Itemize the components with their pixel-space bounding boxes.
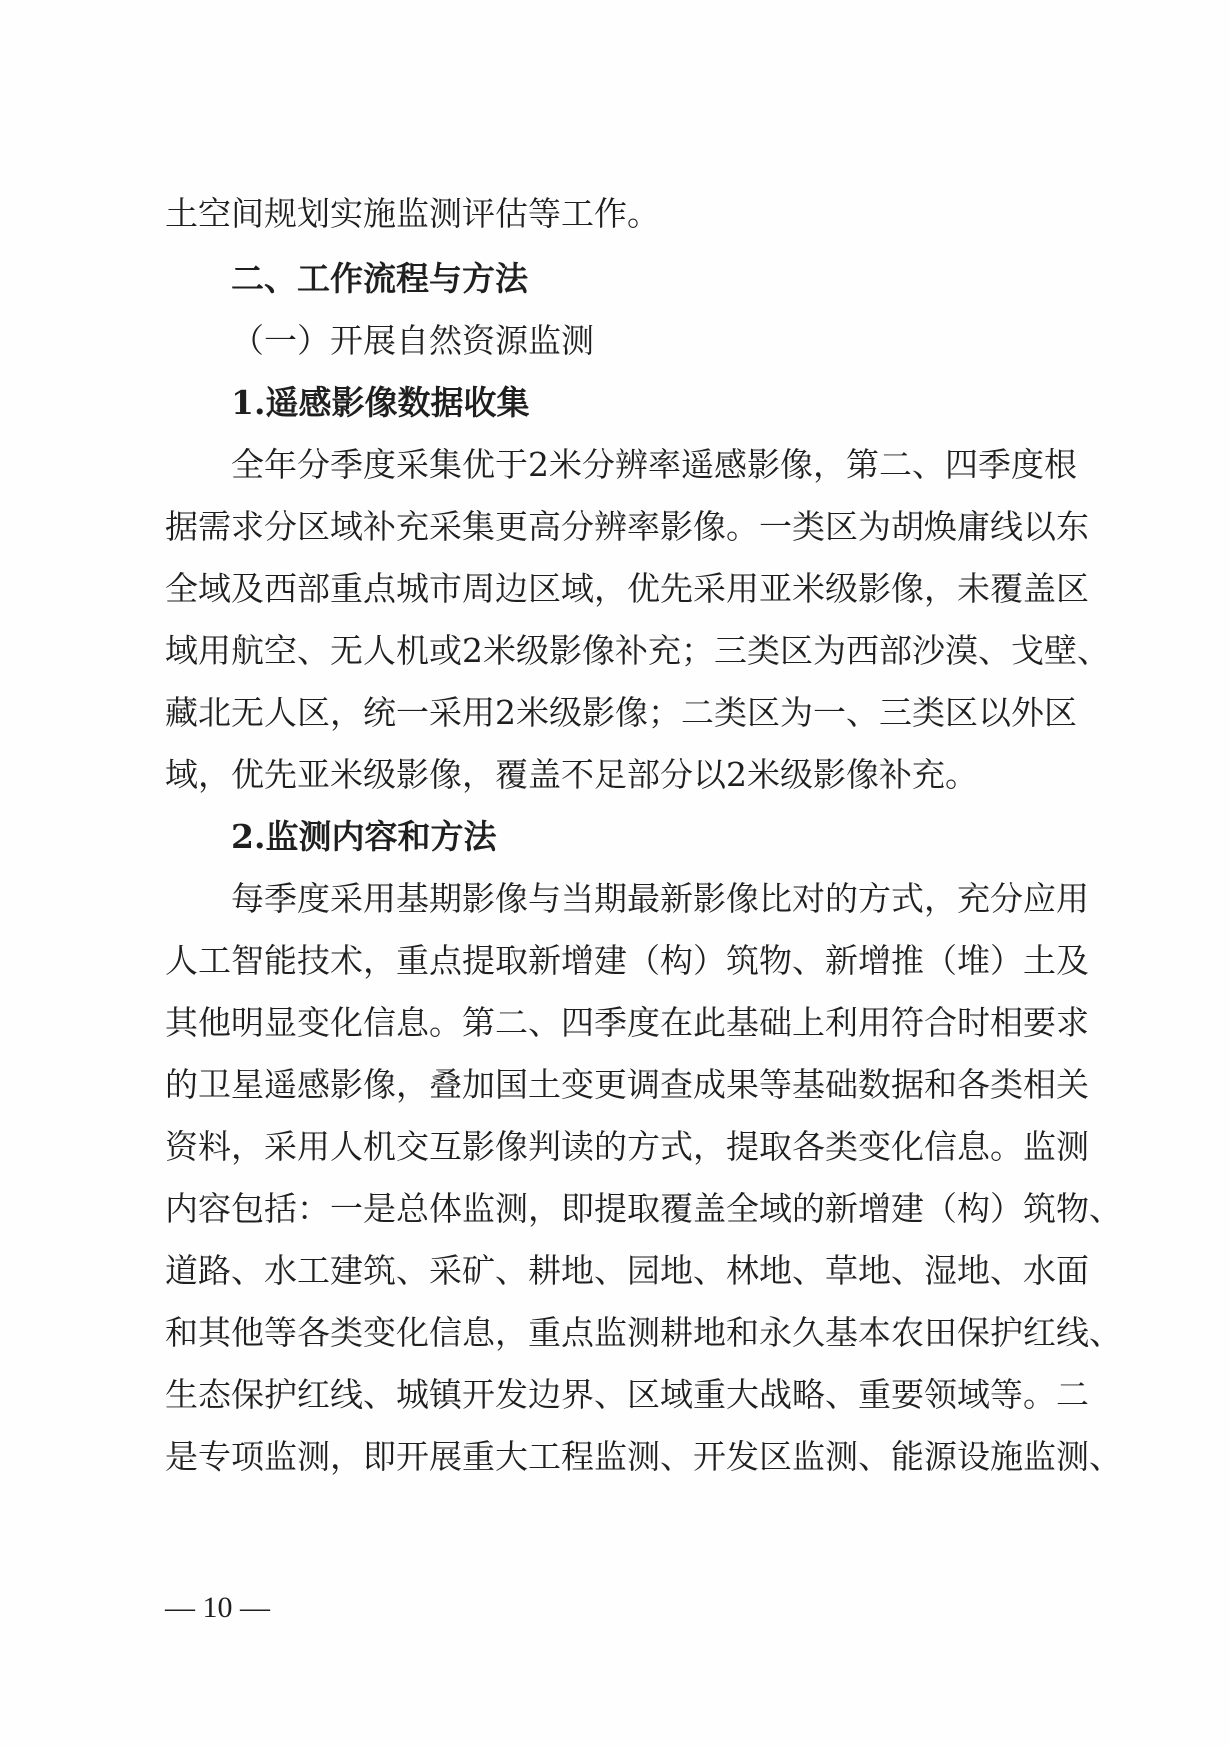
paragraph-line: 和其他等各类变化信息，重点监测耕地和永久基本农田保护红线、 bbox=[165, 1313, 1122, 1352]
paragraph-line: 全年分季度采集优于2米分辨率遥感影像，第二、四季度根 bbox=[231, 445, 1077, 484]
paragraph-line-last: 域，优先亚米级影像，覆盖不足部分以2米级影像补充。 bbox=[165, 755, 978, 794]
paragraph-line: 的卫星遥感影像，叠加国土变更调查成果等基础数据和各类相关 bbox=[165, 1065, 1089, 1104]
paragraph-line: 其他明显变化信息。第二、四季度在此基础上利用符合时相要求 bbox=[165, 1003, 1089, 1042]
paragraph-line: 是专项监测，即开展重大工程监测、开发区监测、能源设施监测、 bbox=[165, 1437, 1122, 1476]
paragraph-line: 资料，采用人机交互影像判读的方式，提取各类变化信息。监测 bbox=[165, 1127, 1089, 1166]
item-heading: 1.遥感影像数据收集 bbox=[231, 383, 530, 422]
paragraph-line: 藏北无人区，统一采用2米级影像；二类区为一、三类区以外区 bbox=[165, 693, 1077, 732]
section-heading: 二、工作流程与方法 bbox=[231, 259, 528, 298]
paragraph-line: 全域及西部重点城市周边区域，优先采用亚米级影像，未覆盖区 bbox=[165, 569, 1089, 608]
paragraph-line: 道路、水工建筑、采矿、耕地、园地、林地、草地、湿地、水面 bbox=[165, 1251, 1089, 1290]
paragraph-line: 每季度采用基期影像与当期最新影像比对的方式，充分应用 bbox=[231, 879, 1089, 918]
paragraph-line: 生态保护红线、城镇开发边界、区域重大战略、重要领域等。二 bbox=[165, 1375, 1089, 1414]
subsection-heading: （一）开展自然资源监测 bbox=[231, 321, 594, 360]
paragraph-line: 域用航空、无人机或2米级影像补充；三类区为西部沙漠、戈壁、 bbox=[165, 631, 1110, 670]
document-body bbox=[165, 180, 1122, 1488]
page-number: — 10 — bbox=[165, 1591, 270, 1624]
paragraph-line: 人工智能技术，重点提取新增建（构）筑物、新增推（堆）土及 bbox=[165, 941, 1089, 980]
item-heading: 2.监测内容和方法 bbox=[231, 817, 497, 856]
paragraph-continuation-line: 土空间规划实施监测评估等工作。 bbox=[165, 194, 660, 233]
paragraph-line: 据需求分区域补充采集更高分辨率影像。一类区为胡焕庸线以东 bbox=[165, 507, 1089, 546]
paragraph-line: 内容包括：一是总体监测，即提取覆盖全域的新增建（构）筑物、 bbox=[165, 1189, 1122, 1228]
